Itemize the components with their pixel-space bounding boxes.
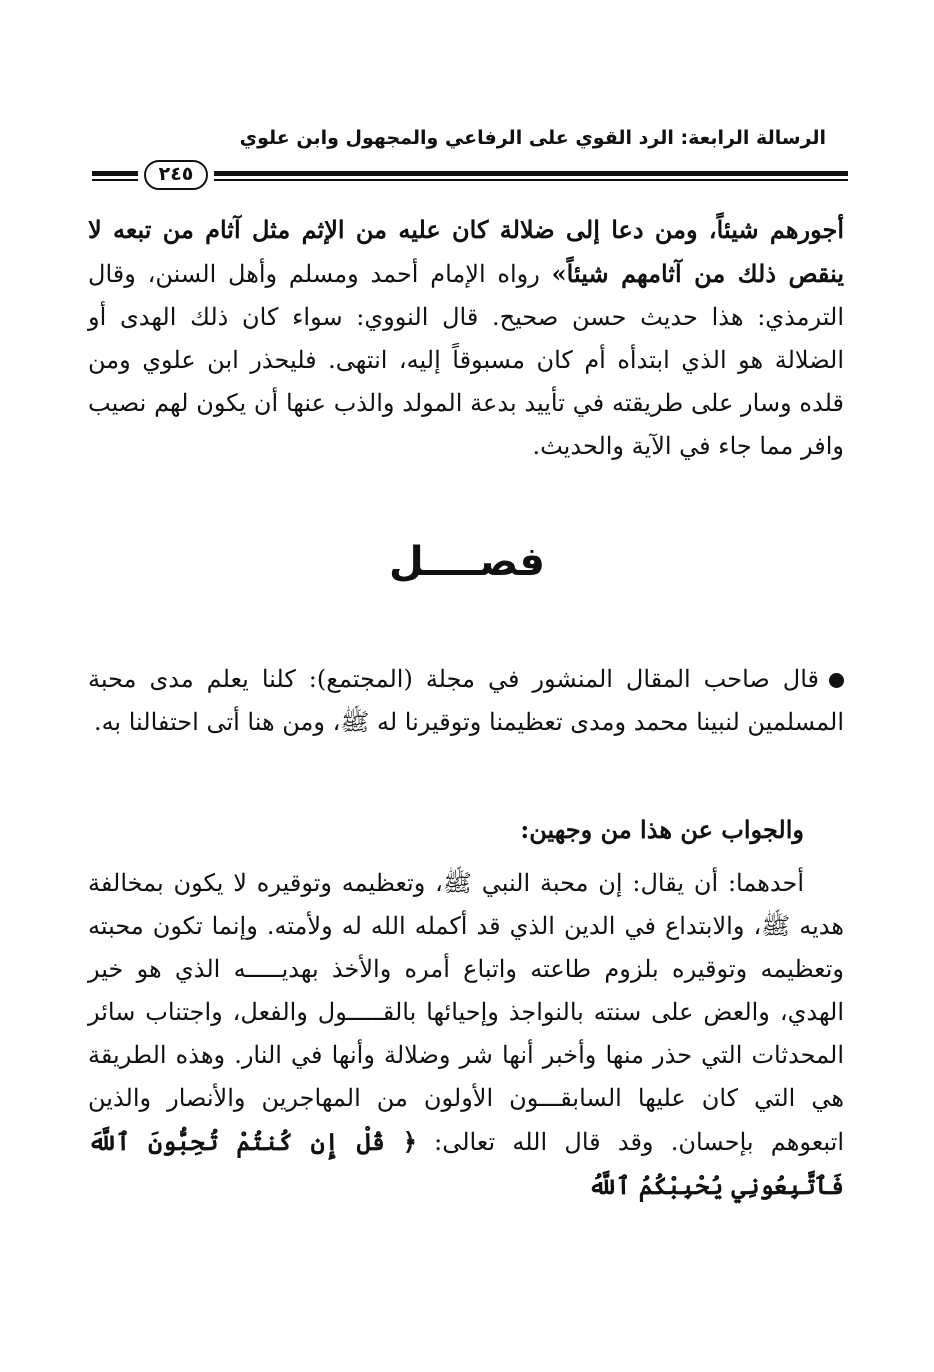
paragraph-first-answer — [88, 862, 844, 1208]
paragraph-answer-intro: والجواب عن هذا من وجهين: — [520, 815, 804, 844]
rule-line — [92, 171, 138, 176]
section-heading: فصــــل — [389, 539, 545, 585]
running-header-title: الرسالة الرابعة: الرد القوي على الرفاعي والمجهول وابن علوي — [239, 127, 826, 149]
quran-verse: ﴿ قُلْ إِن كُنتُمْ تُحِبُّونَ ٱللَّهَ فَٱتَّبِعُونِي يُحْبِبْكُمُ ٱللَّهُ — [88, 1127, 844, 1200]
paragraph-claim — [88, 658, 844, 744]
header-rule — [92, 160, 848, 190]
hadith-quote: أجورهم شيئاً، ومن دعا إلى ضلالة كان عليه من الإثم مثل آثام من تبعه لا ينقص ذلك من آثامهم شيئاً» — [88, 215, 844, 288]
paragraph-text: أحدهما: أن يقال: إن محبة النبي ﷺ، وتعظيمه وتوقيره لا يكون بمخالفة هديه ﷺ، والابتداع في الدين الذي قد أكمله الله له ولأمته. وإنما تكون محبته وتعظيمه وتوقيره بلزوم طاعته واتباع أمره والأخذ بهديـــــه الذي هو خير الهدي، والعض على سنته بالنواجذ وإحيائها بالقـــــول والفعل، واجتناب سائر المحدثات التي حذر منها وأخبر أنها شر وضلالة وأنها في النار. وهذه الطريقة هي التي كان عليها السابقـــون الأولون من المهاجرين والأنصار والذين اتبعوهم بإحسان. وقد قال الله تعالى: — [88, 869, 845, 1156]
rule-line — [92, 179, 138, 181]
paragraph-text: رواه الإمام أحمد ومسلم وأهل السنن، وقال الترمذي: هذا حديث حسن صحيح. قال النووي: سواء كان ذلك الهدى أو الضلالة هو الذي ابتدأه أم كان مسبوقاً إليه، انتهى. فليحذر ابن علوي ومن قلده وسار على طريقته في تأييد بدعة المولد والذب عنها أن يكون لهم نصيب وافر مما جاء في الآية والحديث. — [88, 260, 844, 460]
paragraph-text: قال صاحب المقال المنشور في مجلة (المجتمع): كلنا يعلم مدى محبة المسلمين لنبينا محمد ومدى تعظيمنا وتوقيرنا له ﷺ، ومن هنا أتى احتفالنا به. — [88, 665, 844, 736]
rule-line — [214, 171, 848, 176]
page-number-badge: ٢٤٥ — [144, 160, 208, 190]
bullet-icon — [829, 673, 844, 688]
rule-line — [214, 179, 848, 181]
paragraph-hadith-conclusion — [88, 208, 844, 468]
